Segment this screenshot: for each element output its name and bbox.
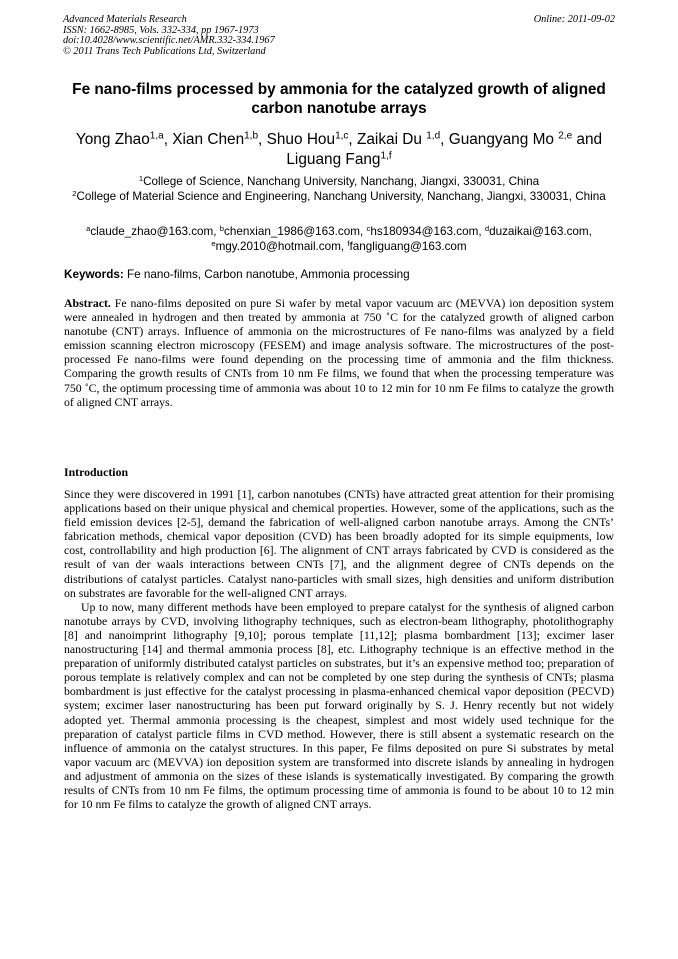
email: $^f$fangliguang@163.com — [347, 238, 467, 253]
abstract-label: Abstract. — [64, 296, 111, 310]
email-list — [52, 225, 626, 254]
journal-issn: ISSN: 1662-8985, Vols. 332-334, pp 1967-1973 — [63, 24, 259, 36]
author-list — [52, 130, 626, 170]
email: $^a$claude_zhao@163.com, — [86, 223, 220, 238]
author: Yong Zhao$^{1,a}$, — [75, 130, 173, 148]
affiliation: $^1$College of Science, Nanchang University, Nanchang, Jiangxi, 330031, China — [138, 173, 540, 188]
abstract — [64, 296, 614, 409]
email: $^b$chenxian_1986@163.com, — [219, 223, 367, 238]
introduction-body — [64, 487, 614, 811]
section-heading: Introduction — [64, 465, 129, 479]
paragraph: Up to now, many different methods have been employed to prepare catalyst for the synthesis of aligned carbon nanotube arrays by CVD, involving lithography techniques, such as electron-beam lithography, photolithography [8] and nanoimprint lithography [9,10]; porous template [11,12]; plasma bombardment [13]; excimer laser nanostructuring [14] and thermal ammonia process [8], etc. Lithography technique is an effective method in the preparation of uniformly distributed catalyst particles on substrates, but it’s an expensive method too; preparation of porous template is relatively complex and can not be completed by one step during the synthesis of CNTs; plasma bombardment is just effective for the catalyst processing in plasma-enhanced chemical vapor deposition (PECVD) system; excimer laser nanostructuring has been put forward originally by S. J. Henry recently but not widely adopted yet. Thermal ammonia processing is the cheapest, simplest and most widely used technique for the preparation of catalyst particle films in CVD method. However, there is still absent a systematic research on the influence of ammonia on the catalyst structures. In this paper, Fe films deposited on pure Si substrates by metal vapor vacuum arc (MEVVA) ion deposition system are transformed into discrete islands by annealing in hydrogen and adjustment of ammonia on the sizes of these islands is systematically investigated. By comparing the growth results of CNTs from 10 nm Fe films, the optimum processing time of ammonia is found to be about 10 to 12 min for 10 nm Fe films to catalyze the growth of aligned CNT arrays. — [64, 599, 614, 812]
online-date: Online: 2011-09-02 — [533, 14, 615, 25]
paragraph: Since they were discovered in 1991 [1], carbon nanotubes (CNTs) have attracted great attention for their promising applications based on their unique physical and chemical properties. However, some of the applications, such as the field emission devices [2-5], demand the fabrication of well-aligned carbon nanotube arrays. Among the CNTs’ fabrication methods, chemical vapor deposition (CVD) has been broadly adopted for its simple equipments, low cost, controllability and high production [6]. The alignment of CNT arrays fabricated by CVD is considered as the result of van der waals interactions between CNTs [7], and the alignment degree of CNTs depends on the distributions of catalyst particles. Catalyst nano-particles with small sizes, high densities and uniform distribution on substrates are favorable for the well-aligned CNT arrays. — [64, 487, 614, 600]
email: $^d$duzaikai@163.com, — [484, 223, 592, 238]
email: $^e$mgy.2010@hotmail.com, — [211, 238, 348, 253]
journal-header — [63, 15, 275, 57]
journal-doi: doi:10.4028/www.scientific.net/AMR.332-334.1967 — [63, 35, 275, 47]
paper-title: Fe nano-films processed by ammonia for the catalyzed growth of aligned carbon nanotube arrays — [72, 81, 606, 117]
author: Guangyang Mo $^{2,e}$ and — [448, 130, 603, 148]
keywords-label: Keywords: — [64, 268, 124, 281]
affiliations — [52, 175, 626, 204]
journal-copyright: © 2011 Trans Tech Publications Ltd, Switzerland — [63, 45, 266, 57]
keywords-text: Fe nano-films, Carbon nanotube, Ammonia processing — [123, 268, 410, 281]
abstract-text: Fe nano-films deposited on pure Si wafer by metal vapor vacuum arc (MEVVA) ion deposition system were annealed in hydrogen and then treated by ammonia at 750 ˚C for the catalyzed growth of aligned carbon nanotube (CNT) arrays. Influence of ammonia on the microstructures of Fe nano-films was analyzed by a field emission scanning electron microscopy (FESEM) and image analysis software. The microstructures of the post-processed Fe nano-films were found depending on the processing time of ammonia and the film thickness. Comparing the growth results of CNTs from 10 nm Fe films, we found that when the processing temperature was 750 ˚C, the optimum processing time of ammonia was about 10 to 12 min for 10 nm Fe films to catalyze the growth of aligned CNT arrays. — [64, 296, 614, 409]
author: Liguang Fang$^{1,f}$ — [286, 150, 392, 168]
author: Xian Chen$^{1,b}$, — [172, 130, 267, 148]
keywords — [64, 268, 624, 282]
email: $^c$hs180934@163.com, — [366, 223, 485, 238]
author: Zaikai Du $^{1,d}$, — [356, 130, 449, 148]
journal-name: Advanced Materials Research — [63, 14, 187, 25]
affiliation: $^2$College of Material Science and Engineering, Nanchang University, Nanchang, Jiangxi, 330031, China — [72, 188, 606, 203]
author: Shuo Hou$^{1,c}$, — [266, 130, 357, 148]
